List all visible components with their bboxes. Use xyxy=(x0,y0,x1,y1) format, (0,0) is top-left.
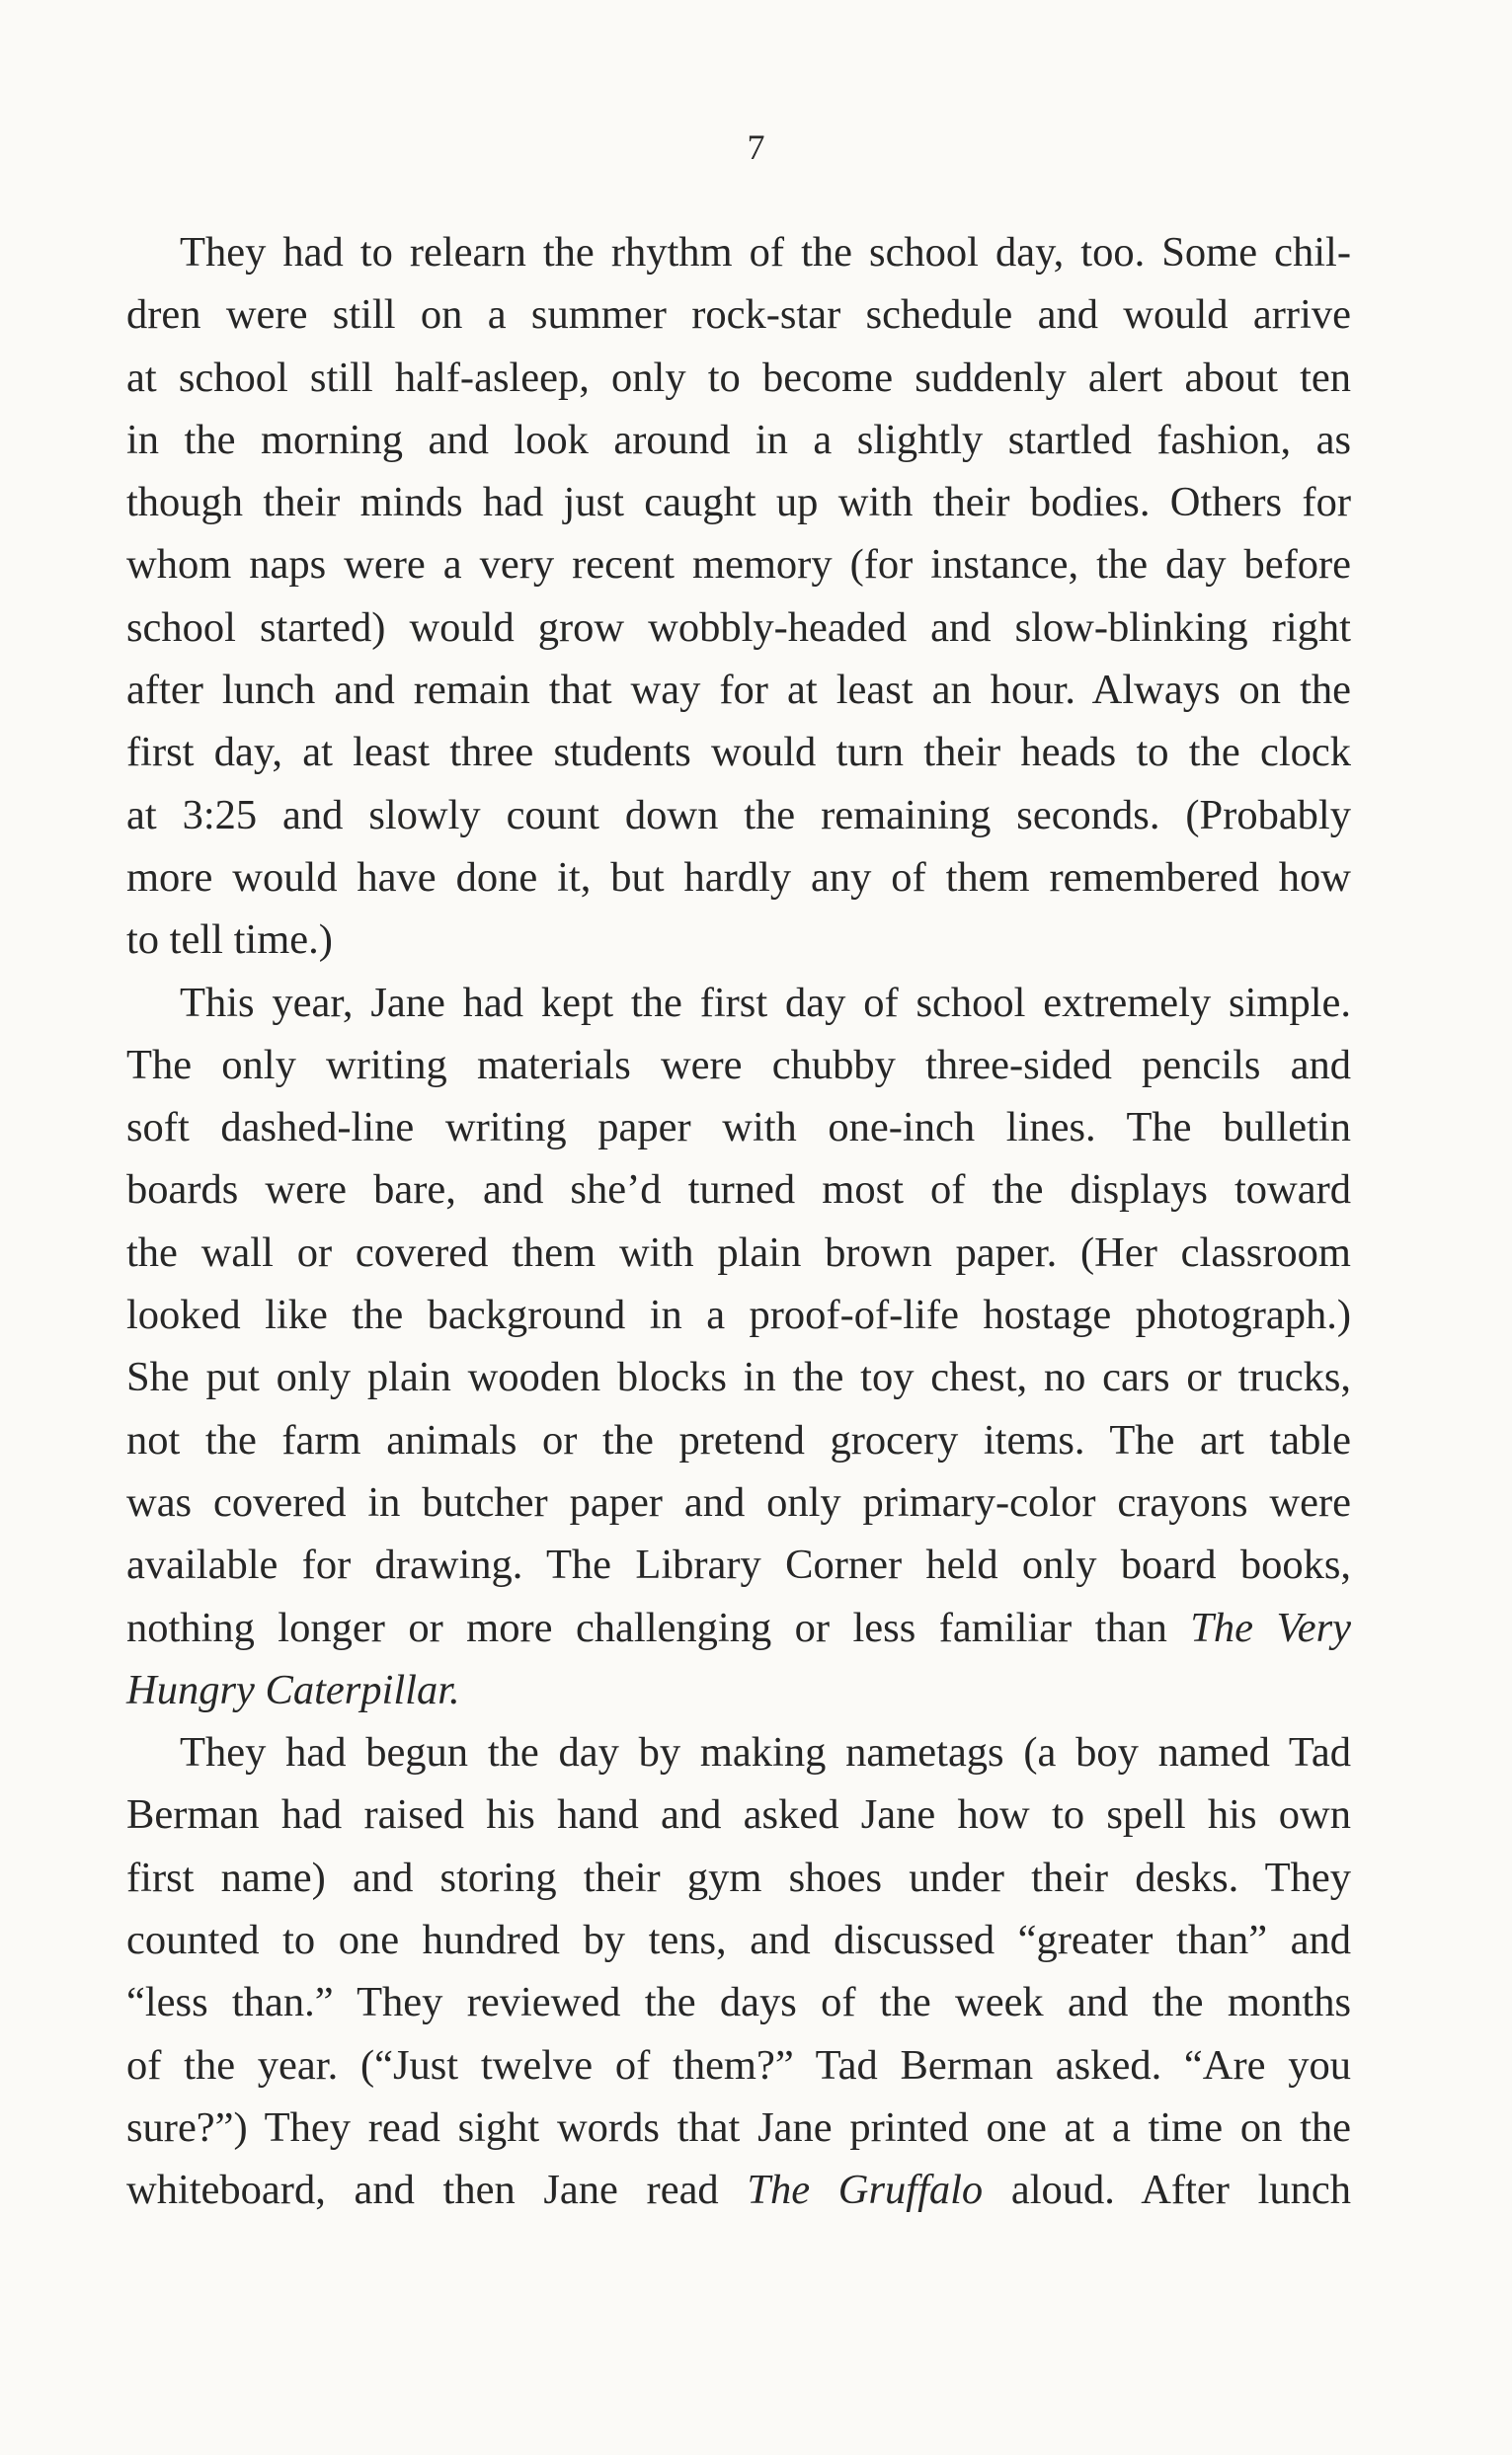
text-line: soft dashed-line writing paper with one-inch lines. The bulletin xyxy=(126,1104,1351,1151)
text-line: in the morning and look around in a slightly startled fashion, as xyxy=(126,416,1351,463)
text-line: first day, at least three students would turn their heads to the clock xyxy=(126,729,1351,776)
text-line: first name) and storing their gym shoes under their desks. They xyxy=(126,1854,1351,1901)
text-line: boards were bare, and she’d turned most of the displays toward xyxy=(126,1166,1351,1214)
text-line xyxy=(126,2159,1351,2221)
text-line xyxy=(126,1659,1351,1721)
text-line: whom naps were a very recent memory (for instance, the day before xyxy=(126,541,1351,589)
text-line: the wall or covered them with plain brown paper. (Her classroom xyxy=(126,1228,1351,1276)
text-line: They had begun the day by making nametags (a boy named Tad xyxy=(180,1729,1351,1777)
text-line: Berman had raised his hand and asked Jane how to spell his own xyxy=(126,1791,1351,1839)
text-run: aloud. After lunch xyxy=(1010,2167,1351,2214)
text-line: looked like the background in a proof-of-life hostage photograph.) xyxy=(126,1292,1351,1339)
text-line: at school still half-asleep, only to become suddenly alert about ten xyxy=(126,354,1351,401)
text-line: school started) would grow wobbly-headed and slow-blinking right xyxy=(126,603,1351,651)
text-line: sure?”) They read sight words that Jane printed one at a time on the xyxy=(126,2103,1351,2151)
text-line: They had to relearn the rhythm of the school day, too. Some chil- xyxy=(180,229,1351,276)
text-line: at 3:25 and slowly count down the remaining seconds. (Probably xyxy=(126,791,1351,838)
text-line: of the year. (“Just twelve of them?” Tad Berman asked. “Are you xyxy=(126,2041,1351,2089)
text-line: counted to one hundred by tens, and discussed “greater than” and xyxy=(126,1917,1351,1964)
text-line: She put only plain wooden blocks in the toy chest, no cars or trucks, xyxy=(126,1354,1351,1401)
body-text xyxy=(126,221,1351,2222)
text-line: not the farm animals or the pretend grocery items. The art table xyxy=(126,1416,1351,1464)
text-line: after lunch and remain that way for at least an hour. Always on the xyxy=(126,667,1351,714)
page-number: 7 xyxy=(747,127,765,167)
text-line: This year, Jane had kept the first day of school extremely simple. xyxy=(180,979,1351,1026)
text-line: was covered in butcher paper and only primary-color crayons were xyxy=(126,1478,1351,1526)
book-title: The Very xyxy=(1190,1604,1351,1651)
text-line: available for drawing. The Library Corner held only board books, xyxy=(126,1542,1351,1589)
text-line: to tell time.) xyxy=(126,916,333,964)
text-line: The only writing materials were chubby three-sided pencils and xyxy=(126,1041,1351,1088)
text-run: nothing longer or more challenging or less familiar than xyxy=(126,1604,1167,1651)
text-line: though their minds had just caught up with their bodies. Others for xyxy=(126,479,1351,526)
text-run: whiteboard, and then Jane read xyxy=(126,2167,719,2214)
book-title: The Gruffalo xyxy=(747,2167,984,2214)
text-line xyxy=(126,1597,1351,1659)
text-line: more would have done it, but hardly any of them remembered how xyxy=(126,853,1351,901)
text-line: dren were still on a summer rock-star schedule and would arrive xyxy=(126,291,1351,339)
book-title: Hungry Caterpillar. xyxy=(126,1666,460,1713)
text-line: “less than.” They reviewed the days of the week and the months xyxy=(126,1979,1351,2026)
